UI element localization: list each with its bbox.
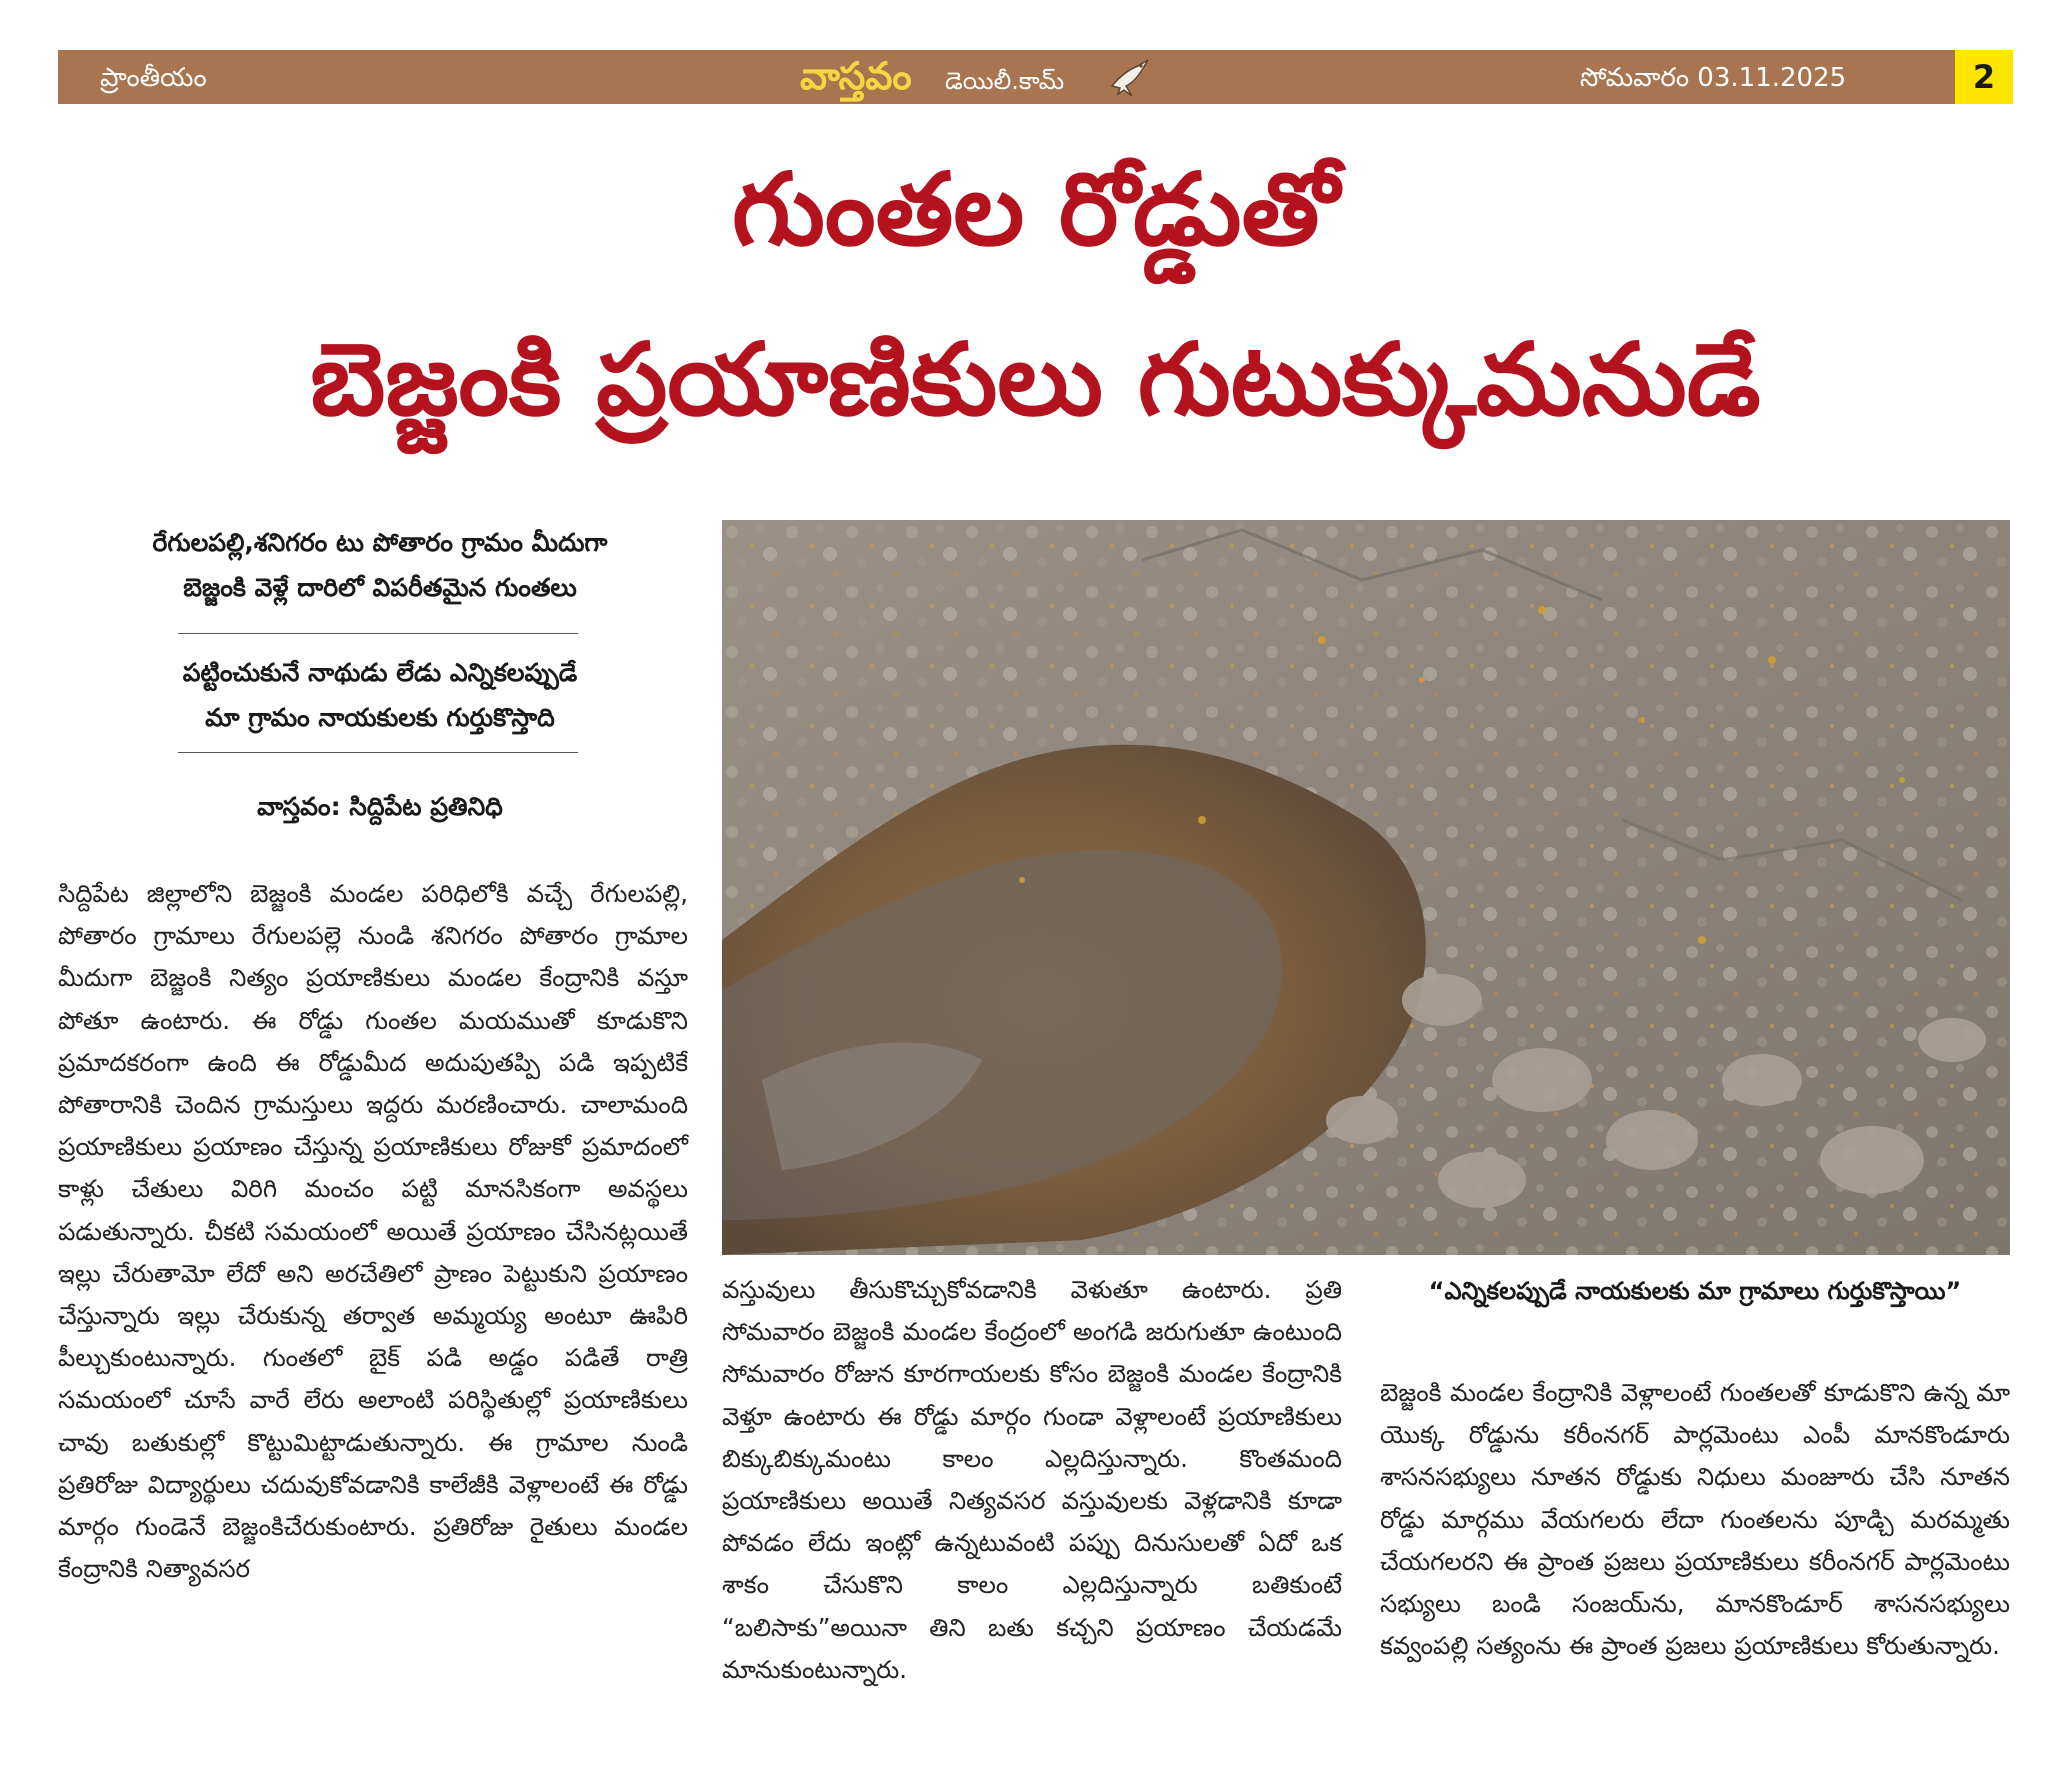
- article-column-1: సిద్దిపేట జిల్లాలోని బెజ్జంకి మండల పరిధిలోకి వచ్చే రేగులపల్లి, పోతారం గ్రామాలు రేగులపల్లె నుండి శనిగరం పోతారం గ్రామాల మీదుగా బెజ్జంకి నిత్యం ప్రయాణికులు మండల కేంద్రానికి వస్తూ పోతూ ఉంటారు. ఈ రోడ్డు గుంతల మయముతో కూడుకొని ప్రమాదకరంగా ఉంది ఈ రోడ్డుమీద అదుపుతప్పి పడి ఇప్పటికే పోతారానికి చెందిన గ్రామస్తులు ఇద్దరు మరణించారు. చాలామంది ప్రయాణికులు ప్రయాణం చేస్తున్న ప్రయాణికులు రోజుకో ప్రమాదంలో కాళ్లు చేతులు విరిగి మంచం పట్టి మానసికంగా అవస్థలు పడుతున్నారు. చీకటి సమయంలో అయితే ప్రయాణం చేసినట్లయితే ఇల్లు చేరుతామో లేదో అని అరచేతిలో ప్రాణం పెట్టుకుని ప్రయాణం చేస్తున్నారు ఇల్లు చేరుకున్న తర్వాత అమ్మయ్య అంటూ ఊపిరి పీల్చుకుంటున్నారు. గుంతలో బైక్ పడి అడ్డం పడితే రాత్రి సమయంలో చూసే వారే లేరు అలాంటి పరిస్థితుల్లో ప్రయాణికులు చావు బతుకుల్లో కొట్టుమిట్టాడుతున్నారు. ఈ గ్రామాల నుండి ప్రతిరోజు విద్యార్థులు చదువుకోవడానికి కాలేజీకి వెళ్లాలంటే ఈ రోడ్డు మార్గం గుండెనే బెజ్జంకిచేరుకుంటారు. ప్రతిరోజు రైతులు మండల కేంద్రానికి నిత్యావసర: [58, 879, 688, 1584]
- subhead-2-line-1: పట్టించుకునే నాథుడు లేడు ఎన్నికలప్పుడే: [182, 658, 578, 687]
- article-column-3: బెజ్జంకి మండల కేంద్రానికి వెళ్లాలంటే గుంతలతో కూడుకొని ఉన్న మా యొక్క రోడ్డును కరీంనగర్ పార్లమెంటు ఎంపీ మానకొండూరు శాసనసభ్యులు నూతన రోడ్డుకు నిధులు మంజూరు చేసి నూతన రోడ్డు మార్గము వేయగలరు లేదా గుంతలను పూడ్చి మరమ్మతు చేయగలరని ఈ ప్రాంత ప్రజలు ప్రయాణికులు కరీంనగర్ పార్లమెంటు సభ్యులు బండి సంజయ్‌ను, మానకొండూర్ శాసనసభ్యులు కవ్వంపల్లి సత్యంను ఈ ప్రాంత ప్రజలు ప్రయాణికులు కోరుతున్నారు.: [1380, 1378, 2010, 1661]
- section-label: ప్రాంతీయం: [100, 63, 207, 93]
- pull-quote: “ఎన్నికలప్పుడే నాయకులకు మా గ్రామాలు గుర్తుకొస్తాయి”: [1428, 1277, 1962, 1305]
- byline: వాస్తవం: సిద్దిపేట ప్రతినిధి: [257, 792, 503, 821]
- headline-line-2: బెజ్జంకి ప్రయాణికులు గుటుక్కుమనుడే: [310, 321, 1761, 438]
- subhead-divider-1: [178, 633, 578, 634]
- article-column-2: వస్తువులు తీసుకొచ్చుకోవడానికి వెళుతూ ఉంటారు. ప్రతి సోమవారం బెజ్జంకి మండల కేంద్రంలో అంగడి జరుగుతూ ఉంటుంది సోమవారం రోజున కూరగాయలకు కోసం బెజ్జంకి మండల కేంద్రానికి వెళ్తూ ఉంటారు ఈ రోడ్డు మార్గం గుండా వెళ్లాలంటే ప్రయాణికులు బిక్కుబిక్కుమంటు కాలం ఎల్లదిస్తున్నారు. కొంతమంది ప్రయాణికులు అయితే నిత్యవసర వస్తువులకు వెళ్లడానికి కూడా పోవడం లేదు ఇంట్లో ఉన్నటువంటి పప్పు దినుసులతో ఏదో ఒక శాకం చేసుకొని కాలం ఎల్లదిస్తున్నారు బతికుంటే “బలిసాకు”అయినా తిని బతు కచ్చని ప్రయాణం చేయడమే మానుకుంటున్నారు.: [722, 1275, 1342, 1684]
- subhead-1-line-1: రేగులపల్లి,శనిగరం టు పోతారం గ్రామం మీదుగా: [152, 528, 608, 557]
- brand-name: వాస్తవం: [800, 54, 912, 98]
- subhead-1-line-2: బెజ్జంకి వెళ్లే దారిలో విపరీతమైన గుంతలు: [183, 573, 577, 602]
- pothole-road-photo: [722, 520, 2010, 1255]
- subhead-2-line-2: మా గ్రామం నాయకులకు గుర్తుకొస్తాది: [205, 703, 555, 732]
- page-number: 2: [1955, 50, 2013, 104]
- subhead-divider-2: [178, 752, 578, 753]
- headline-line-1: గుంతల రోడ్డుతో: [731, 151, 1340, 268]
- issue-date: సోమవారం 03.11.2025: [1580, 63, 1847, 93]
- bird-icon: [1108, 56, 1152, 100]
- brand-subtitle: డెయిలీ.కామ్: [945, 67, 1065, 95]
